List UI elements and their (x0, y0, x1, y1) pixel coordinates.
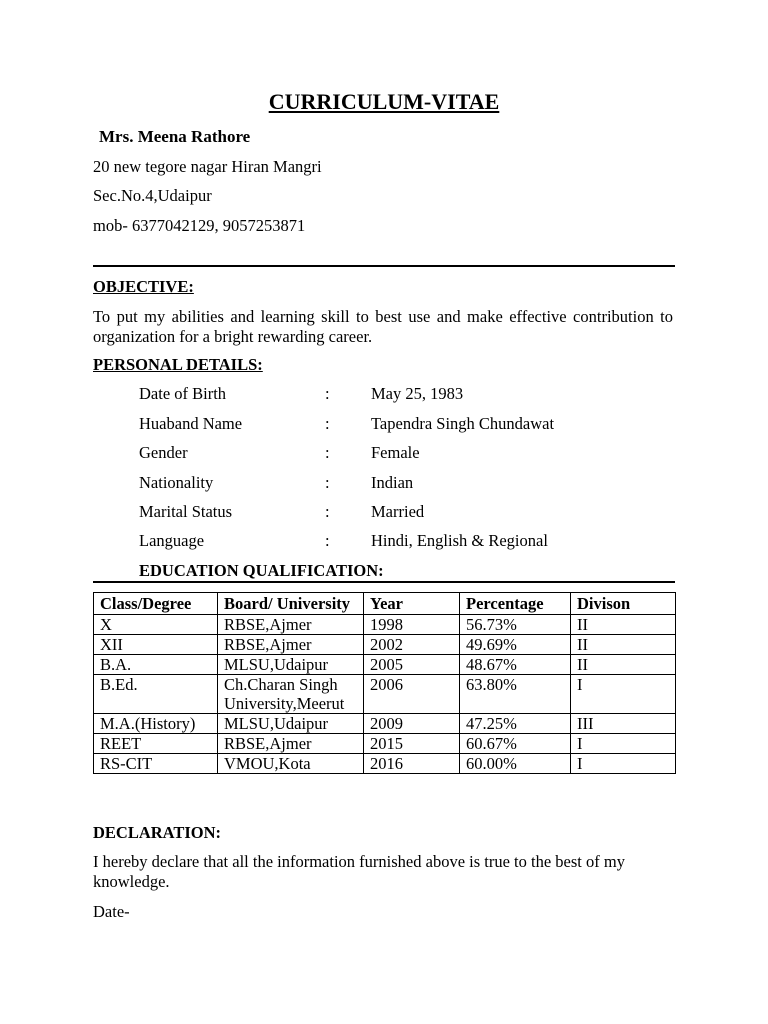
address-line-2: Sec.No.4,Udaipur (93, 186, 212, 205)
cell-year: 2006 (364, 675, 460, 714)
cell-division: III (571, 714, 676, 734)
table-row (94, 635, 676, 655)
column-header-class: Class/Degree (94, 593, 218, 615)
objective-text: To put my abilities and learning skill to best use and make effective contribution to organization for a bright rewarding career. (93, 307, 673, 346)
cell-board: MLSU,Udaipur (218, 655, 364, 675)
personal-detail-separator: : (325, 443, 330, 462)
table-row (94, 714, 676, 734)
table-row (94, 754, 676, 774)
cell-board: RBSE,Ajmer (218, 615, 364, 635)
cell-class: X (94, 615, 218, 635)
cell-percentage: 63.80% (460, 675, 571, 714)
cell-year: 2002 (364, 635, 460, 655)
declaration-text: I hereby declare that all the information furnished above is true to the best of my knowledge. (93, 852, 625, 891)
personal-details-heading: PERSONAL DETAILS: (93, 355, 263, 374)
cell-board: MLSU,Udaipur (218, 714, 364, 734)
personal-detail-value: Indian (371, 473, 414, 492)
declaration-heading: DECLARATION: (93, 823, 222, 842)
personal-detail-label: Marital Status (139, 502, 233, 521)
column-header-year: Year (364, 593, 460, 615)
column-header-division: Divison (571, 593, 676, 615)
address-line-1: 20 new tegore nagar Hiran Mangri (93, 157, 322, 176)
cell-year: 2005 (364, 655, 460, 675)
cell-class: B.A. (94, 655, 218, 675)
cell-year: 2009 (364, 714, 460, 734)
personal-detail-label: Gender (139, 443, 188, 462)
cell-class: B.Ed. (94, 675, 218, 714)
education-heading: EDUCATION QUALIFICATION: (139, 561, 384, 580)
cell-class: M.A.(History) (94, 714, 218, 734)
personal-detail-separator: : (325, 473, 330, 492)
candidate-name: Mrs. Meena Rathore (99, 127, 251, 146)
cell-percentage: 48.67% (460, 655, 571, 675)
cell-division: II (571, 635, 676, 655)
personal-detail-label: Language (139, 531, 205, 550)
date-label: Date- (93, 902, 130, 921)
personal-detail-separator: : (325, 414, 330, 433)
cell-percentage: 56.73% (460, 615, 571, 635)
cell-percentage: 60.00% (460, 754, 571, 774)
cell-board: RBSE,Ajmer (218, 734, 364, 754)
table-row (94, 734, 676, 754)
personal-detail-value: Hindi, English & Regional (371, 531, 548, 550)
personal-detail-value: Female (371, 443, 420, 462)
cell-division: I (571, 675, 676, 714)
cell-class: XII (94, 635, 218, 655)
personal-detail-label: Date of Birth (139, 384, 227, 403)
cell-division: II (571, 655, 676, 675)
personal-detail-separator: : (325, 502, 330, 521)
cell-percentage: 60.67% (460, 734, 571, 754)
education-table (93, 592, 676, 774)
section-divider (93, 265, 675, 267)
cell-board: RBSE,Ajmer (218, 635, 364, 655)
cell-year: 2016 (364, 754, 460, 774)
education-divider (93, 581, 675, 583)
table-row (94, 675, 676, 714)
mobile-numbers: mob- 6377042129, 9057253871 (93, 216, 306, 235)
table-row (94, 615, 676, 635)
personal-detail-value: May 25, 1983 (371, 384, 464, 403)
cell-division: I (571, 754, 676, 774)
cell-year: 1998 (364, 615, 460, 635)
cell-board: VMOU,Kota (218, 754, 364, 774)
cell-class: RS-CIT (94, 754, 218, 774)
cell-percentage: 47.25% (460, 714, 571, 734)
cell-class: REET (94, 734, 218, 754)
personal-detail-value: Married (371, 502, 425, 521)
column-header-board: Board/ University (218, 593, 364, 615)
table-row (94, 655, 676, 675)
column-header-percentage: Percentage (460, 593, 571, 615)
cell-percentage: 49.69% (460, 635, 571, 655)
personal-detail-separator: : (325, 384, 330, 403)
objective-heading: OBJECTIVE: (93, 277, 194, 296)
document-title: CURRICULUM-VITAE (268, 89, 500, 114)
cell-division: II (571, 615, 676, 635)
education-table-body (94, 615, 676, 774)
table-header-row (94, 593, 676, 615)
cell-year: 2015 (364, 734, 460, 754)
cell-board: Ch.Charan Singh University,Meerut (218, 675, 364, 714)
cell-division: I (571, 734, 676, 754)
personal-detail-label: Nationality (139, 473, 214, 492)
personal-detail-separator: : (325, 531, 330, 550)
personal-detail-label: Huaband Name (139, 414, 243, 433)
personal-detail-value: Tapendra Singh Chundawat (371, 414, 555, 433)
